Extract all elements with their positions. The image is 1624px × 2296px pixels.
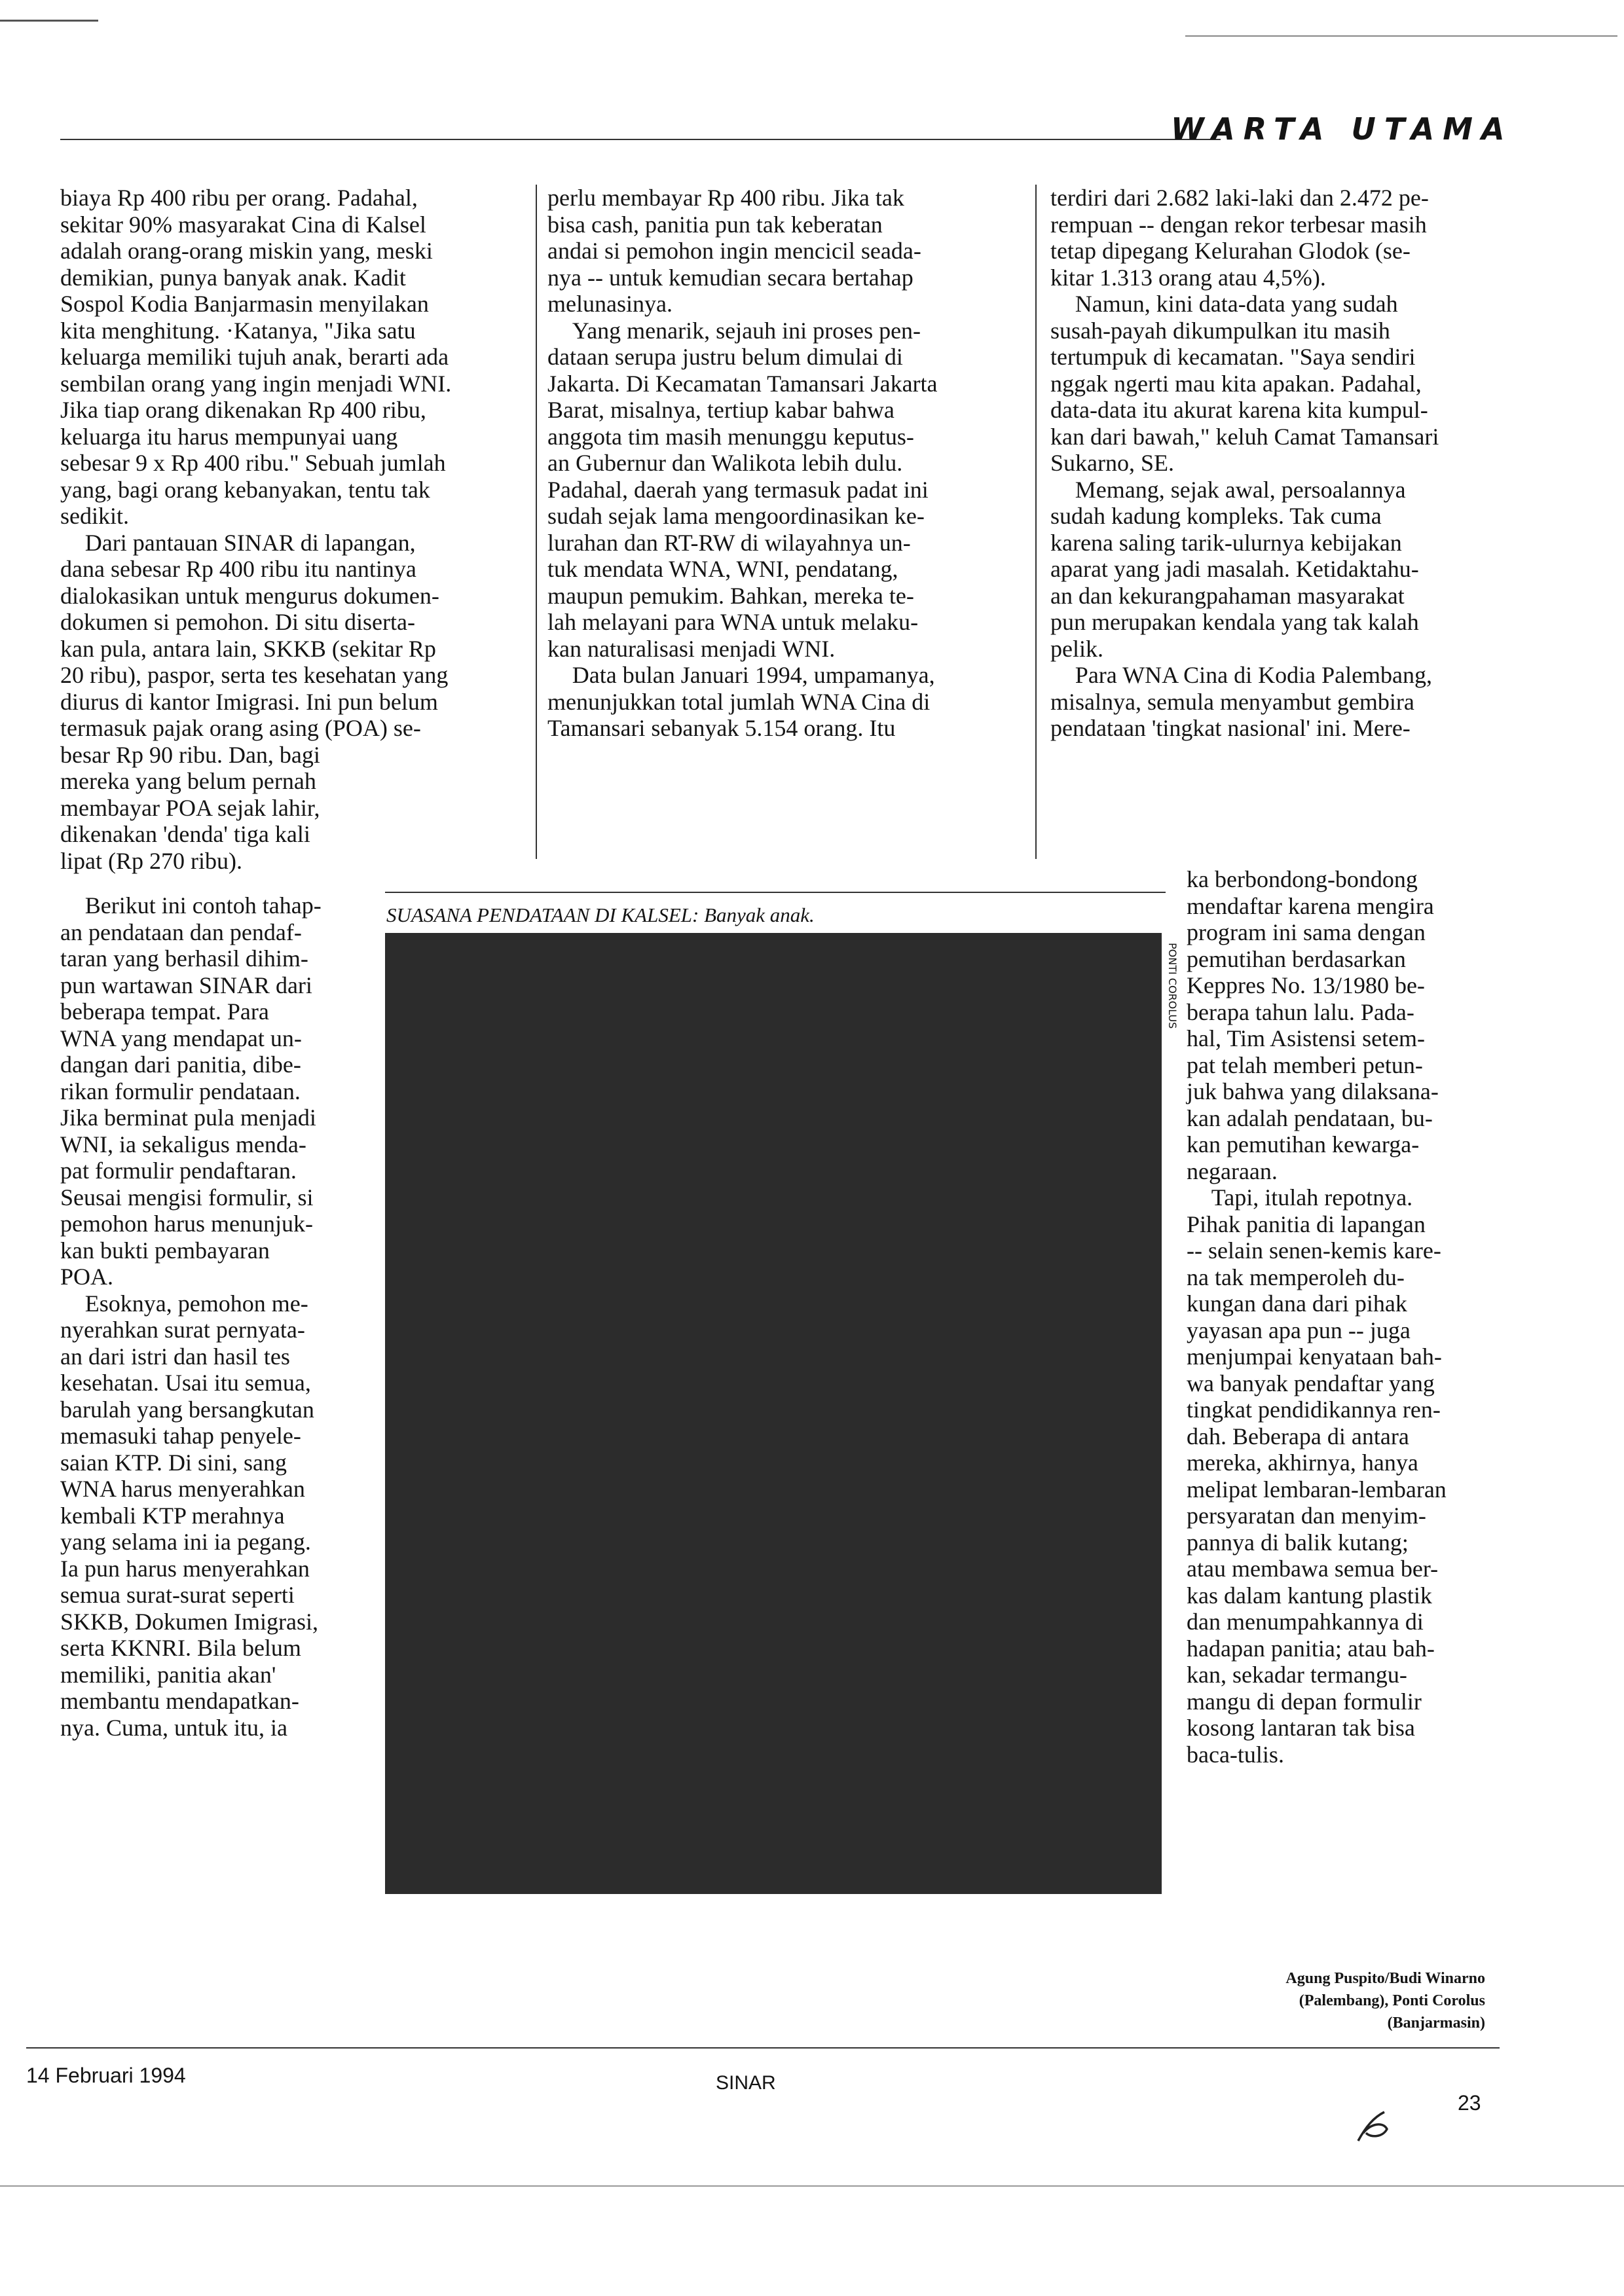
- text-line: dangan dari panitia, dibe-: [60, 1051, 301, 1078]
- text-line: maupun pemukim. Bahkan, mereka te-: [547, 582, 914, 609]
- text-line: kan dari bawah," keluh Camat Tamansari: [1050, 423, 1439, 450]
- paragraph-10: [1050, 477, 1548, 663]
- text-line: kan naturalisasi menjadi WNI.: [547, 635, 836, 662]
- text-line: nya. Cuma, untuk itu, ia: [60, 1714, 287, 1741]
- text-line: Barat, misalnya, tertiup kabar bahwa: [547, 397, 895, 423]
- text-line: Jakarta. Di Kecamatan Tamansari Jakarta: [547, 370, 938, 397]
- text-line: kan pemutihan kewarga-: [1187, 1131, 1420, 1157]
- text-line: sembilan orang yang ingin menjadi WNI.: [60, 370, 452, 397]
- column-divider-2: [1035, 185, 1037, 859]
- text-line: tetap dipegang Kelurahan Glodok (se-: [1050, 238, 1411, 264]
- text-line: Jika tiap orang dikenakan Rp 400 ribu,: [60, 397, 426, 423]
- text-line: kungan dana dari pihak: [1187, 1290, 1407, 1317]
- text-line: sudah kadung kompleks. Tak cuma: [1050, 503, 1382, 529]
- text-line: menjumpai kenyataan bah-: [1187, 1343, 1442, 1370]
- text-line: nya -- untuk kemudian secara bertahap: [547, 264, 913, 291]
- text-line: dan menumpahkannya di: [1187, 1609, 1424, 1635]
- text-line: lipat (Rp 270 ribu).: [60, 847, 242, 874]
- photo-placeholder: [385, 933, 1162, 1894]
- text-line: Padahal, daerah yang termasuk padat ini: [547, 476, 929, 503]
- text-line: dataan serupa justru belum dimulai di: [547, 344, 903, 370]
- text-line: membayar POA sejak lahir,: [60, 794, 320, 821]
- text-line: POA.: [60, 1264, 114, 1290]
- text-line: dah. Beberapa di antara: [1187, 1423, 1409, 1449]
- text-line: mangu di depan formulir: [1187, 1688, 1422, 1715]
- photo-caption: SUASANA PENDATAAN DI KALSEL: Banyak anak.: [386, 903, 815, 926]
- text-line: menunjukkan total jumlah WNA Cina di: [547, 688, 931, 715]
- text-line: kita menghitung. ·Katanya, "Jika satu: [60, 317, 416, 344]
- footer-rule: [26, 2047, 1500, 2049]
- text-line: mendaftar karena mengira: [1187, 892, 1434, 919]
- text-line: Namun, kini data-data yang sudah: [1075, 291, 1398, 317]
- text-line: mereka, akhirnya, hanya: [1187, 1449, 1418, 1476]
- text-line: rempuan -- dengan rekor terbesar masih: [1050, 211, 1427, 238]
- text-line: lah melayani para WNA untuk melaku-: [547, 609, 919, 635]
- footer-page-number: 23: [1458, 2091, 1481, 2115]
- text-line: an pendataan dan pendaf-: [60, 919, 302, 945]
- text-line: wa banyak pendaftar yang: [1187, 1370, 1435, 1396]
- text-line: yang, bagi orang kebanyakan, tentu tak: [60, 476, 430, 503]
- scan-mark-bottom: [0, 2185, 1624, 2187]
- text-line: misalnya, semula menyambut gembira: [1050, 688, 1414, 715]
- text-line: Keppres No. 13/1980 be-: [1187, 972, 1425, 998]
- text-line: -- selain senen-kemis kare-: [1187, 1237, 1441, 1264]
- paragraph-11-bottom: [1187, 866, 1498, 1184]
- paragraph-5: [547, 185, 1006, 318]
- byline-line-2: (Palembang), Ponti Corolus: [1299, 1992, 1485, 2009]
- text-line: pat telah memberi petun-: [1187, 1051, 1423, 1078]
- text-line: dikenakan 'denda' tiga kali: [60, 821, 310, 847]
- text-line: pemutihan berdasarkan: [1187, 945, 1406, 972]
- text-line: SKKB, Dokumen Imigrasi,: [60, 1608, 318, 1635]
- text-line: nggak ngerti mau kita apakan. Padahal,: [1050, 370, 1422, 397]
- text-line: melipat lembaran-lembaran: [1187, 1476, 1447, 1503]
- text-line: kitar 1.313 orang atau 4,5%).: [1050, 264, 1326, 291]
- text-line: terdiri dari 2.682 laki-laki dan 2.472 pe-: [1050, 185, 1429, 211]
- text-line: taran yang berhasil dihim-: [60, 945, 308, 972]
- byline: [1285, 1967, 1485, 2034]
- text-line: kan adalah pendataan, bu-: [1187, 1104, 1433, 1131]
- text-line: WNI, ia sekaligus menda-: [60, 1131, 306, 1157]
- text-line: pannya di balik kutang;: [1187, 1529, 1409, 1556]
- text-line: Berikut ini contoh tahap-: [84, 892, 322, 919]
- news-photo: [385, 933, 1162, 1894]
- text-line: sekitar 90% masyarakat Cina di Kalsel: [60, 211, 426, 238]
- handwritten-mark: [1354, 2107, 1397, 2149]
- text-line: tingkat pendidikannya ren-: [1187, 1396, 1441, 1423]
- text-line: memasuki tahap penyele-: [60, 1423, 301, 1449]
- column-2: [547, 185, 1006, 742]
- text-line: hal, Tim Asistensi setem-: [1187, 1025, 1426, 1051]
- text-line: 20 ribu), paspor, serta tes kesehatan yang: [60, 662, 449, 688]
- text-line: keluarga memiliki tujuh anak, berarti ada: [60, 344, 449, 370]
- text-line: anggota tim masih menunggu keputus-: [547, 423, 914, 450]
- paragraph-4: [60, 1290, 368, 1741]
- text-line: kan, sekadar termangu-: [1187, 1662, 1407, 1688]
- text-line: atau membawa semua ber-: [1187, 1556, 1439, 1582]
- text-line: persyaratan dan menyim-: [1187, 1503, 1426, 1529]
- text-line: Data bulan Januari 1994, umpamanya,: [572, 662, 935, 688]
- text-line: sedikit.: [60, 503, 129, 529]
- text-line: na tak memperoleh du-: [1187, 1264, 1405, 1290]
- paragraph-8: [1050, 185, 1548, 291]
- section-title: WARTA UTAMA: [1171, 111, 1513, 147]
- text-line: perlu membayar Rp 400 ribu. Jika tak: [547, 185, 904, 211]
- text-line: Para WNA Cina di Kodia Palembang,: [1075, 662, 1433, 688]
- text-line: an dan kekurangpahaman masyarakat: [1050, 582, 1405, 609]
- photo-top-rule: [385, 892, 1166, 893]
- paragraph-11-top: [1050, 662, 1548, 742]
- text-line: andai si pemohon ingin mencicil seada-: [547, 238, 921, 264]
- text-line: Esoknya, pemohon me-: [84, 1290, 308, 1317]
- text-line: Tapi, itulah repotnya.: [1211, 1184, 1413, 1211]
- text-line: keluarga itu harus mempunyai uang: [60, 423, 398, 450]
- scan-mark-top: [0, 20, 98, 22]
- text-line: baca-tulis.: [1187, 1741, 1284, 1768]
- text-line: program ini sama dengan: [1187, 919, 1426, 945]
- paragraph-9: [1050, 291, 1548, 477]
- text-line: Jika berminat pula menjadi: [60, 1104, 316, 1131]
- footer-date: 14 Februari 1994: [26, 2064, 186, 2087]
- text-line: negaraan.: [1187, 1157, 1278, 1184]
- text-line: tertumpuk di kecamatan. "Saya sendiri: [1050, 344, 1416, 370]
- text-line: dana sebesar Rp 400 ribu itu nantinya: [60, 556, 416, 582]
- text-line: serta KKNRI. Bila belum: [60, 1635, 301, 1661]
- text-line: saian KTP. Di sini, sang: [60, 1449, 287, 1476]
- text-line: biaya Rp 400 ribu per orang. Padahal,: [60, 185, 418, 211]
- paragraph-7: [547, 662, 1006, 742]
- text-line: dialokasikan untuk mengurus dokumen-: [60, 582, 439, 609]
- column-3-top: [1050, 185, 1548, 742]
- text-line: lurahan dan RT-RW di wilayahnya un-: [547, 529, 911, 556]
- text-line: kan pula, antara lain, SKKB (sekitar Rp: [60, 635, 436, 662]
- text-line: tuk mendata WNA, WNI, pendatang,: [547, 556, 898, 582]
- column-3-bottom: [1187, 866, 1498, 1768]
- text-line: Seusai mengisi formulir, si: [60, 1184, 314, 1211]
- column-1-top: [60, 185, 515, 874]
- text-line: pun merupakan kendala yang tak kalah: [1050, 609, 1419, 635]
- text-line: sebesar 9 x Rp 400 ribu." Sebuah jumlah: [60, 450, 446, 476]
- text-line: susah-payah dikumpulkan itu masih: [1050, 317, 1390, 344]
- text-line: Pihak panitia di lapangan: [1187, 1211, 1426, 1237]
- text-line: pendataan 'tingkat nasional' ini. Mere-: [1050, 715, 1411, 741]
- column-divider-1: [536, 185, 537, 859]
- byline-line-1: Agung Puspito/Budi Winarno: [1285, 1970, 1485, 1987]
- text-line: Yang menarik, sejauh ini proses pen-: [572, 317, 921, 344]
- text-line: WNA harus menyerahkan: [60, 1476, 305, 1502]
- text-line: Tamansari sebanyak 5.154 orang. Itu: [547, 715, 896, 741]
- column-1-bottom: [60, 892, 368, 1741]
- text-line: Ia pun harus menyerahkan: [60, 1555, 310, 1582]
- text-line: pelik.: [1050, 635, 1103, 662]
- text-line: semua surat-surat seperti: [60, 1582, 295, 1608]
- text-line: adalah orang-orang miskin yang, meski: [60, 238, 433, 264]
- header-rule: [60, 139, 1221, 140]
- text-line: bisa cash, panitia pun tak keberatan: [547, 211, 883, 238]
- text-line: Sukarno, SE.: [1050, 450, 1174, 476]
- scan-mark-top-right: [1185, 35, 1617, 37]
- text-line: hadapan panitia; atau bah-: [1187, 1635, 1435, 1662]
- text-line: karena saling tarik-ulurnya kebijakan: [1050, 529, 1402, 556]
- text-line: juk bahwa yang dilaksana-: [1187, 1078, 1439, 1104]
- text-line: mereka yang belum pernah: [60, 768, 316, 794]
- text-line: kas dalam kantung plastik: [1187, 1582, 1432, 1609]
- text-line: kan bukti pembayaran: [60, 1237, 270, 1264]
- text-line: berapa tahun lalu. Pada-: [1187, 998, 1414, 1025]
- text-line: diurus di kantor Imigrasi. Ini pun belum: [60, 688, 438, 715]
- text-line: aparat yang jadi masalah. Ketidaktahu-: [1050, 556, 1419, 582]
- text-line: rikan formulir pendataan.: [60, 1078, 301, 1104]
- text-line: nyerahkan surat pernyata-: [60, 1317, 305, 1343]
- paragraph-6: [547, 318, 1006, 663]
- text-line: kembali KTP merahnya: [60, 1502, 285, 1529]
- text-line: besar Rp 90 ribu. Dan, bagi: [60, 741, 320, 768]
- text-line: memiliki, panitia akan': [60, 1661, 276, 1688]
- text-line: demikian, punya banyak anak. Kadit: [60, 264, 406, 291]
- text-line: barulah yang bersangkutan: [60, 1396, 314, 1423]
- paragraph-2: [60, 530, 515, 875]
- text-line: Memang, sejak awal, persoalannya: [1075, 476, 1406, 503]
- text-line: beberapa tempat. Para: [60, 998, 269, 1025]
- text-line: WNA yang mendapat un-: [60, 1025, 302, 1051]
- paragraph-12: [1187, 1184, 1498, 1768]
- text-line: pun wartawan SINAR dari: [60, 972, 312, 998]
- text-line: ka berbondong-bondong: [1187, 866, 1418, 892]
- text-line: pat formulir pendaftaran.: [60, 1157, 297, 1184]
- text-line: an dari istri dan hasil tes: [60, 1343, 290, 1370]
- paragraph-3: [60, 892, 368, 1290]
- text-line: an Gubernur dan Walikota lebih dulu.: [547, 450, 903, 476]
- text-line: yayasan apa pun -- juga: [1187, 1317, 1411, 1343]
- text-line: pemohon harus menunjuk-: [60, 1211, 313, 1237]
- text-line: data-data itu akurat karena kita kumpul-: [1050, 397, 1428, 423]
- footer-publication: SINAR: [716, 2072, 776, 2094]
- text-line: termasuk pajak orang asing (POA) se-: [60, 715, 421, 741]
- text-line: yang selama ini ia pegang.: [60, 1529, 311, 1555]
- text-line: kosong lantaran tak bisa: [1187, 1715, 1415, 1741]
- text-line: dokumen si pemohon. Di situ diserta-: [60, 609, 415, 635]
- paragraph-1: [60, 185, 515, 530]
- text-line: membantu mendapatkan-: [60, 1688, 299, 1714]
- text-line: melunasinya.: [547, 291, 673, 317]
- text-line: Sospol Kodia Banjarmasin menyilakan: [60, 291, 429, 317]
- photo-credit: PONTI COROLUS: [1166, 943, 1179, 1029]
- text-line: sudah sejak lama mengoordinasikan ke-: [547, 503, 925, 529]
- text-line: kesehatan. Usai itu semua,: [60, 1370, 311, 1396]
- text-line: Dari pantauan SINAR di lapangan,: [84, 529, 416, 556]
- byline-line-3: (Banjarmasin): [1387, 2014, 1485, 2032]
